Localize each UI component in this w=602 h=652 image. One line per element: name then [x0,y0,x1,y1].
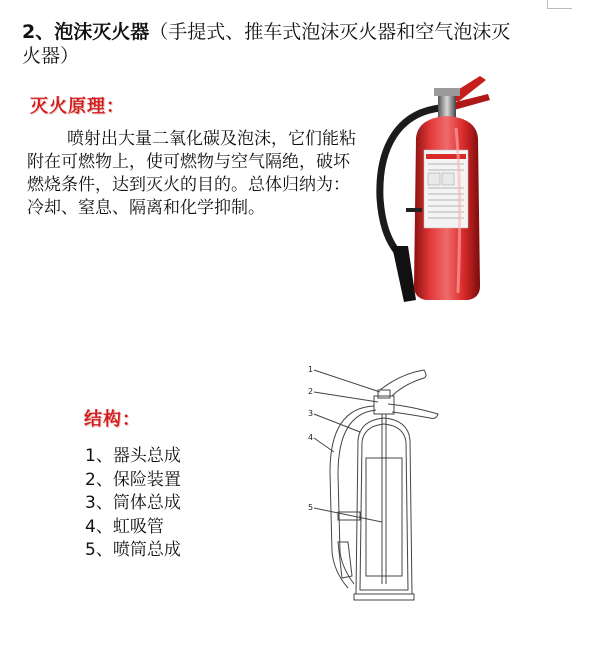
callout-1: 1 [308,365,314,374]
list-item: 2、保险装置 [85,469,181,490]
callout-4: 4 [308,433,314,442]
principle-text-block [27,128,362,220]
callout-3: 3 [308,409,314,418]
heading-main: 2、泡沫灭火器 [22,21,150,43]
parts-list [85,445,181,563]
page-corner-mark [547,0,572,9]
section-heading [22,20,522,68]
extinguisher-photo [368,68,518,306]
list-item: 5、喷筒总成 [85,540,181,560]
callout-2: 2 [308,387,314,396]
callout-5: 5 [308,503,314,512]
structure-diagram [300,362,450,622]
list-item: 1、器头总成 [85,446,181,466]
list-item: 3、筒体总成 [85,493,181,513]
heading-sub: （手提式、推车式泡沫灭火器和空气泡沫灭火器） [22,21,511,67]
list-item: 4、虹吸管 [85,516,164,537]
principle-label: 灭火原理： [30,96,125,117]
structure-label: 结构： [84,409,141,430]
principle-text: 喷射出大量二氧化碳及泡沫，它们能粘附在可燃物上，使可燃物与空气隔绝，破坏燃烧条件，达到灭火的目的。总体归纳为：冷却、窒息、隔离和化学抑制。 [27,129,356,218]
